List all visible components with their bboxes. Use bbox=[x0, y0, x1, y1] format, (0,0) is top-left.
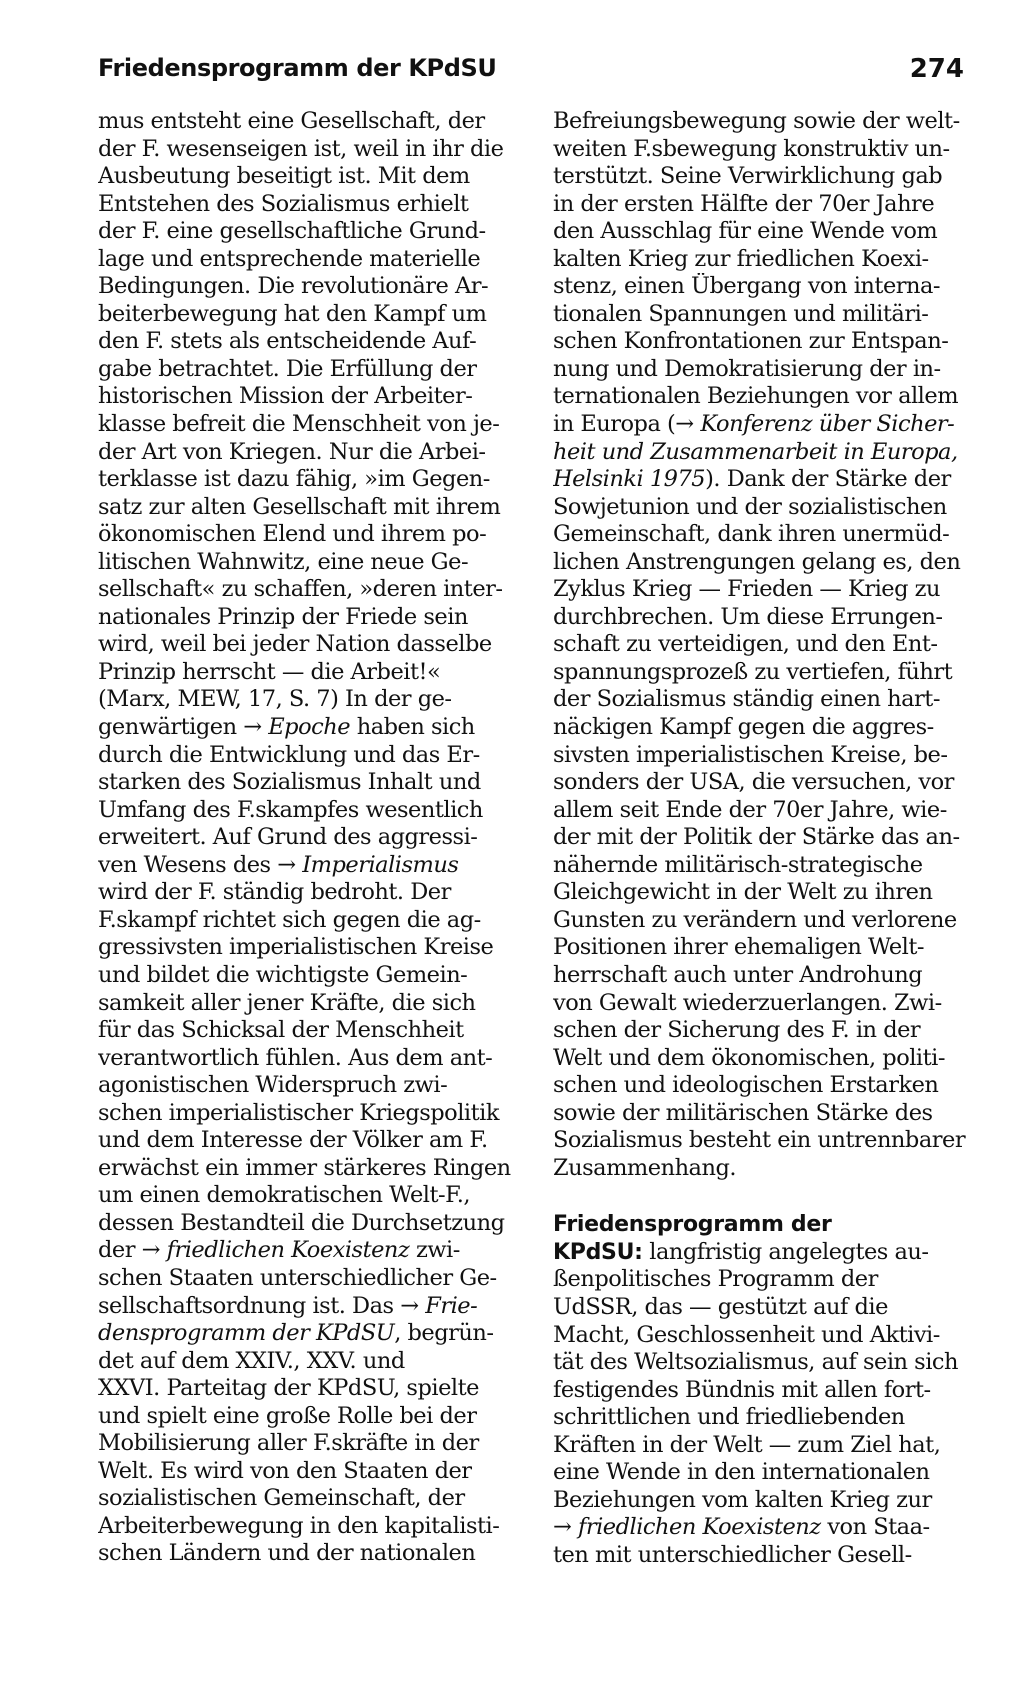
text-line bbox=[98, 1127, 512, 1155]
text-segment: und spielt eine große Rolle bei der bbox=[98, 1402, 477, 1429]
text-line bbox=[98, 1485, 512, 1513]
text-line bbox=[553, 218, 967, 246]
text-line bbox=[98, 439, 512, 467]
text-line bbox=[98, 659, 512, 687]
text-line bbox=[98, 136, 512, 164]
text-line bbox=[553, 1155, 967, 1183]
text-line bbox=[553, 494, 967, 522]
text-line bbox=[98, 1100, 512, 1128]
text-segment: sozialistischen Gemeinschaft, der bbox=[98, 1485, 465, 1512]
cross-reference: friedlichen Koexistenz bbox=[166, 1237, 410, 1264]
text-segment: agonistischen Widerspruch zwi- bbox=[98, 1072, 448, 1099]
text-line bbox=[98, 824, 512, 852]
text-line bbox=[98, 990, 512, 1018]
text-segment: schen Ländern und der nationalen bbox=[98, 1540, 476, 1567]
text-segment: der F. eine gesellschaftliche Grund- bbox=[98, 218, 486, 245]
text-line bbox=[98, 411, 512, 439]
text-segment: ). Dank der Stärke der bbox=[705, 466, 951, 493]
text-segment: spannungsprozeß zu vertiefen, führt bbox=[553, 658, 953, 685]
text-line bbox=[553, 1404, 967, 1432]
left-column bbox=[98, 108, 512, 1568]
cross-reference: heit und Zusammenarbeit in Europa, bbox=[553, 438, 958, 465]
text-line bbox=[98, 1182, 512, 1210]
text-line bbox=[98, 576, 512, 604]
text-segment: Entstehen des Sozialismus erhielt bbox=[98, 190, 469, 217]
text-segment: der mit der Politik der Stärke das an- bbox=[553, 824, 960, 851]
running-title: Friedensprogramm der KPdSU bbox=[98, 54, 497, 82]
text-line bbox=[98, 879, 512, 907]
text-line bbox=[553, 852, 967, 880]
text-segment: det auf dem XXIV., XXV. und bbox=[98, 1347, 405, 1374]
text-line bbox=[553, 742, 967, 770]
text-line bbox=[98, 797, 512, 825]
text-segment: Mobilisierung aller F.skräfte in der bbox=[98, 1430, 479, 1457]
text-line bbox=[98, 191, 512, 219]
text-line bbox=[553, 962, 967, 990]
text-line bbox=[553, 576, 967, 604]
text-segment: XXVI. Parteitag der KPdSU, spielte bbox=[98, 1375, 479, 1402]
text-segment: dessen Bestandteil die Durchsetzung bbox=[98, 1209, 505, 1236]
text-line bbox=[98, 1540, 512, 1568]
text-segment: → bbox=[553, 1514, 579, 1541]
text-segment: nationales Prinzip der Friede sein bbox=[98, 603, 468, 630]
text-segment: erwächst ein immer stärkeres Ringen bbox=[98, 1154, 511, 1181]
text-line bbox=[553, 273, 967, 301]
text-segment: Zusammenhang. bbox=[553, 1154, 737, 1181]
text-line bbox=[553, 1045, 967, 1073]
text-segment: ternationalen Beziehungen vor allem bbox=[553, 383, 959, 410]
text-segment: Beziehungen vom kalten Krieg zur bbox=[553, 1486, 932, 1513]
text-segment: von Gewalt wiederzuerlangen. Zwi- bbox=[553, 989, 942, 1016]
text-segment: ökonomischen Elend und ihrem po- bbox=[98, 521, 487, 548]
text-segment: Bedingungen. Die revolutionäre Ar- bbox=[98, 273, 489, 300]
text-line bbox=[553, 466, 967, 494]
text-line bbox=[553, 631, 967, 659]
text-segment: ven Wesens des → bbox=[98, 851, 303, 878]
text-segment: in Europa (→ bbox=[553, 411, 701, 438]
text-segment: und bildet die wichtigste Gemein- bbox=[98, 961, 468, 988]
text-segment: sellschaftsordnung ist. Das → bbox=[98, 1292, 426, 1319]
text-line bbox=[98, 1403, 512, 1431]
text-segment: näckigen Kampf gegen die aggres- bbox=[553, 714, 934, 741]
text-line bbox=[553, 1127, 967, 1155]
text-line bbox=[98, 549, 512, 577]
text-segment: terstützt. Seine Verwirklichung gab bbox=[553, 163, 943, 190]
text-segment: beiterbewegung hat den Kampf um bbox=[98, 300, 487, 327]
entry-headword: KPdSU: bbox=[553, 1239, 643, 1265]
text-segment: ßenpolitisches Programm der bbox=[553, 1266, 878, 1293]
text-segment: gabe betrachtet. Die Erfüllung der bbox=[98, 355, 477, 382]
text-segment: um einen demokratischen Welt-F., bbox=[98, 1182, 471, 1209]
text-segment: satz zur alten Gesellschaft mit ihrem bbox=[98, 493, 501, 520]
text-line bbox=[98, 1017, 512, 1045]
text-line bbox=[98, 1430, 512, 1458]
paragraph-continued bbox=[553, 108, 967, 1182]
text-segment: und dem Interesse der Völker am F. bbox=[98, 1127, 488, 1154]
text-line bbox=[553, 1542, 967, 1570]
text-line bbox=[553, 383, 967, 411]
text-line bbox=[553, 1072, 967, 1100]
text-line bbox=[553, 1294, 967, 1322]
text-segment: der Sozialismus ständig einen hart- bbox=[553, 686, 940, 713]
text-segment: tät des Weltsozialismus, auf sein sich bbox=[553, 1349, 959, 1376]
text-segment: schen imperialistischer Kriegspolitik bbox=[98, 1099, 499, 1126]
text-segment: starken des Sozialismus Inhalt und bbox=[98, 769, 481, 796]
text-segment: stenz, einen Übergang von interna- bbox=[553, 273, 941, 300]
text-segment: festigendes Bündnis mit allen fort- bbox=[553, 1376, 931, 1403]
text-line bbox=[98, 1237, 512, 1265]
text-line bbox=[553, 328, 967, 356]
text-segment: Sowjetunion und der sozialistischen bbox=[553, 493, 947, 520]
text-line bbox=[98, 1513, 512, 1541]
text-line bbox=[98, 686, 512, 714]
entry-friedensprogramm bbox=[553, 1211, 967, 1569]
text-line bbox=[98, 218, 512, 246]
text-line bbox=[553, 934, 967, 962]
text-line bbox=[98, 328, 512, 356]
text-segment: schrittlichen und friedliebenden bbox=[553, 1404, 905, 1431]
text-line bbox=[553, 191, 967, 219]
text-segment: genwärtigen → bbox=[98, 714, 269, 741]
text-line bbox=[98, 604, 512, 632]
text-line bbox=[553, 1239, 967, 1267]
text-line bbox=[553, 1514, 967, 1542]
text-segment: schen Konfrontationen zur Entspan- bbox=[553, 328, 949, 355]
page-header bbox=[98, 54, 964, 94]
text-line bbox=[98, 1293, 512, 1321]
text-line bbox=[98, 714, 512, 742]
text-line bbox=[553, 521, 967, 549]
text-segment: sellschaft« zu schaffen, »deren inter- bbox=[98, 576, 503, 603]
text-line bbox=[553, 1349, 967, 1377]
text-segment: der F. wesenseigen ist, weil in ihr die bbox=[98, 135, 504, 162]
text-segment: langfristig angelegtes au- bbox=[642, 1238, 929, 1265]
text-segment: herrschaft auch unter Androhung bbox=[553, 961, 923, 988]
text-segment: Welt. Es wird von den Staaten der bbox=[98, 1457, 472, 1484]
text-line bbox=[553, 411, 967, 439]
right-column bbox=[553, 108, 967, 1569]
text-segment: Zyklus Krieg — Frieden — Krieg zu bbox=[553, 576, 941, 603]
text-line bbox=[98, 934, 512, 962]
text-line bbox=[98, 383, 512, 411]
text-segment: wird der F. ständig bedroht. Der bbox=[98, 879, 451, 906]
text-segment: Sozialismus besteht ein untrennbarer bbox=[553, 1127, 966, 1154]
text-segment: Kräften in der Welt — zum Ziel hat, bbox=[553, 1431, 941, 1458]
text-segment: sowie der militärischen Stärke des bbox=[553, 1099, 933, 1126]
text-line bbox=[98, 1265, 512, 1293]
text-line bbox=[553, 1017, 967, 1045]
text-line bbox=[553, 136, 967, 164]
text-segment: in der ersten Hälfte der 70er Jahre bbox=[553, 190, 935, 217]
text-line bbox=[98, 521, 512, 549]
text-segment: Positionen ihrer ehemaligen Welt- bbox=[553, 934, 924, 961]
text-segment: litischen Wahnwitz, eine neue Ge- bbox=[98, 548, 469, 575]
text-segment: samkeit aller jener Kräfte, die sich bbox=[98, 989, 476, 1016]
text-segment: mus entsteht eine Gesellschaft, der bbox=[98, 108, 485, 134]
text-segment: den F. stets als entscheidende Auf- bbox=[98, 328, 477, 355]
text-line bbox=[553, 549, 967, 577]
text-line bbox=[98, 301, 512, 329]
text-segment: Arbeiterbewegung in den kapitalisti- bbox=[98, 1512, 500, 1539]
text-segment: für das Schicksal der Menschheit bbox=[98, 1017, 464, 1044]
text-segment: schaft zu verteidigen, und den Ent- bbox=[553, 631, 938, 658]
text-line bbox=[553, 1487, 967, 1515]
text-segment: Gleichgewicht in der Welt zu ihren bbox=[553, 879, 933, 906]
text-segment: nung und Demokratisierung der in- bbox=[553, 355, 941, 382]
text-line bbox=[553, 879, 967, 907]
text-line bbox=[553, 163, 967, 191]
text-line bbox=[98, 273, 512, 301]
text-line bbox=[98, 907, 512, 935]
text-line bbox=[98, 742, 512, 770]
text-segment: durchbrechen. Um diese Errungen- bbox=[553, 603, 943, 630]
text-segment: verantwortlich fühlen. Aus dem ant- bbox=[98, 1044, 493, 1071]
text-segment: Welt und dem ökonomischen, politi- bbox=[553, 1044, 945, 1071]
text-line bbox=[553, 1459, 967, 1487]
cross-reference: Helsinki 1975 bbox=[553, 466, 706, 493]
text-line bbox=[98, 1155, 512, 1183]
entry-headword: Friedensprogramm der bbox=[553, 1212, 832, 1238]
text-segment: Gemeinschaft, dank ihren unermüd- bbox=[553, 521, 950, 548]
text-line bbox=[553, 356, 967, 384]
text-segment: erweitert. Auf Grund des aggressi- bbox=[98, 824, 478, 851]
text-segment: nähernde militärisch-strategische bbox=[553, 851, 923, 878]
text-segment: sivsten imperialistischen Kreise, be- bbox=[553, 741, 948, 768]
text-line bbox=[553, 1377, 967, 1405]
text-line bbox=[98, 852, 512, 880]
text-segment: allem seit Ende der 70er Jahre, wie- bbox=[553, 796, 947, 823]
text-line bbox=[553, 797, 967, 825]
text-segment: weiten F.sbewegung konstruktiv un- bbox=[553, 135, 950, 162]
text-line bbox=[553, 246, 967, 274]
text-segment: wird, weil bei jeder Nation dasselbe bbox=[98, 631, 492, 658]
cross-reference: densprogramm der KPdSU bbox=[98, 1320, 395, 1347]
text-line bbox=[553, 1266, 967, 1294]
cross-reference: Imperialismus bbox=[302, 851, 459, 878]
text-segment: lage und entsprechende materielle bbox=[98, 245, 481, 272]
text-line bbox=[553, 990, 967, 1018]
text-segment: historischen Mission der Arbeiter- bbox=[98, 383, 473, 410]
text-line bbox=[98, 1072, 512, 1100]
text-segment: Macht, Geschlossenheit und Aktivi- bbox=[553, 1321, 940, 1348]
text-segment: von Staa- bbox=[820, 1514, 930, 1541]
text-segment: der → bbox=[98, 1237, 167, 1264]
text-segment: UdSSR, das — gestützt auf die bbox=[553, 1293, 888, 1320]
text-line bbox=[98, 356, 512, 384]
text-line bbox=[98, 1320, 512, 1348]
text-segment: , begrün- bbox=[394, 1320, 494, 1347]
text-line bbox=[553, 1211, 967, 1239]
cross-reference: Frie- bbox=[425, 1292, 478, 1319]
text-line bbox=[98, 246, 512, 274]
text-line bbox=[553, 439, 967, 467]
text-line bbox=[553, 714, 967, 742]
text-segment: lichen Anstrengungen gelang es, den bbox=[553, 548, 961, 575]
cross-reference: Epoche bbox=[268, 714, 351, 741]
text-segment: terklasse ist dazu fähig, »im Gegen- bbox=[98, 466, 490, 493]
text-line bbox=[553, 686, 967, 714]
text-segment: durch die Entwicklung und das Er- bbox=[98, 741, 480, 768]
text-segment: (Marx, MEW, 17, S. 7) In der ge- bbox=[98, 686, 452, 713]
text-line bbox=[553, 108, 967, 136]
text-line bbox=[98, 962, 512, 990]
text-segment: der Art von Kriegen. Nur die Arbei- bbox=[98, 438, 486, 465]
text-segment: den Ausschlag für eine Wende vom bbox=[553, 218, 938, 245]
text-segment: Ausbeutung beseitigt ist. Mit dem bbox=[98, 163, 470, 190]
text-segment: schen der Sicherung des F. in der bbox=[553, 1017, 921, 1044]
text-line bbox=[98, 1210, 512, 1238]
text-segment: Gunsten zu verändern und verlorene bbox=[553, 906, 957, 933]
text-segment: klasse befreit die Menschheit von je- bbox=[98, 411, 500, 438]
text-line bbox=[553, 1432, 967, 1460]
text-segment: schen Staaten unterschiedlicher Ge- bbox=[98, 1264, 497, 1291]
text-line bbox=[98, 1458, 512, 1486]
text-segment: sonders der USA, die versuchen, vor bbox=[553, 769, 954, 796]
cross-reference: Konferenz über Sicher- bbox=[700, 411, 955, 438]
text-line bbox=[553, 604, 967, 632]
cross-reference: friedlichen Koexistenz bbox=[578, 1514, 821, 1541]
text-line bbox=[553, 907, 967, 935]
text-line bbox=[98, 163, 512, 191]
text-line bbox=[553, 659, 967, 687]
text-segment: F.skampf richtet sich gegen die ag- bbox=[98, 906, 481, 933]
text-segment: haben sich bbox=[350, 714, 475, 741]
text-line bbox=[98, 1045, 512, 1073]
text-segment: tionalen Spannungen und militäri- bbox=[553, 300, 929, 327]
text-segment: schen und ideologischen Erstarken bbox=[553, 1072, 939, 1099]
paragraph-gap bbox=[553, 1182, 967, 1211]
text-line bbox=[98, 631, 512, 659]
text-segment: gressivsten imperialistischen Kreise bbox=[98, 934, 494, 961]
text-segment: Prinzip herrscht — die Arbeit!« bbox=[98, 658, 441, 685]
text-segment: eine Wende in den internationalen bbox=[553, 1459, 930, 1486]
text-line bbox=[98, 494, 512, 522]
text-segment: kalten Krieg zur friedlichen Koexi- bbox=[553, 245, 929, 272]
text-line bbox=[553, 769, 967, 797]
text-segment: Umfang des F.skampfes wesentlich bbox=[98, 796, 483, 823]
page-number: 274 bbox=[909, 54, 964, 84]
text-line bbox=[98, 108, 512, 136]
text-line bbox=[553, 824, 967, 852]
text-segment: ten mit unterschiedlicher Gesell- bbox=[553, 1541, 912, 1568]
text-line bbox=[553, 1322, 967, 1350]
text-line bbox=[98, 466, 512, 494]
text-segment: zwi- bbox=[409, 1237, 460, 1264]
text-line bbox=[98, 769, 512, 797]
text-line bbox=[553, 301, 967, 329]
text-line bbox=[553, 1100, 967, 1128]
text-line bbox=[98, 1375, 512, 1403]
text-line bbox=[98, 1348, 512, 1376]
text-segment: Befreiungsbewegung sowie der welt- bbox=[553, 108, 960, 134]
